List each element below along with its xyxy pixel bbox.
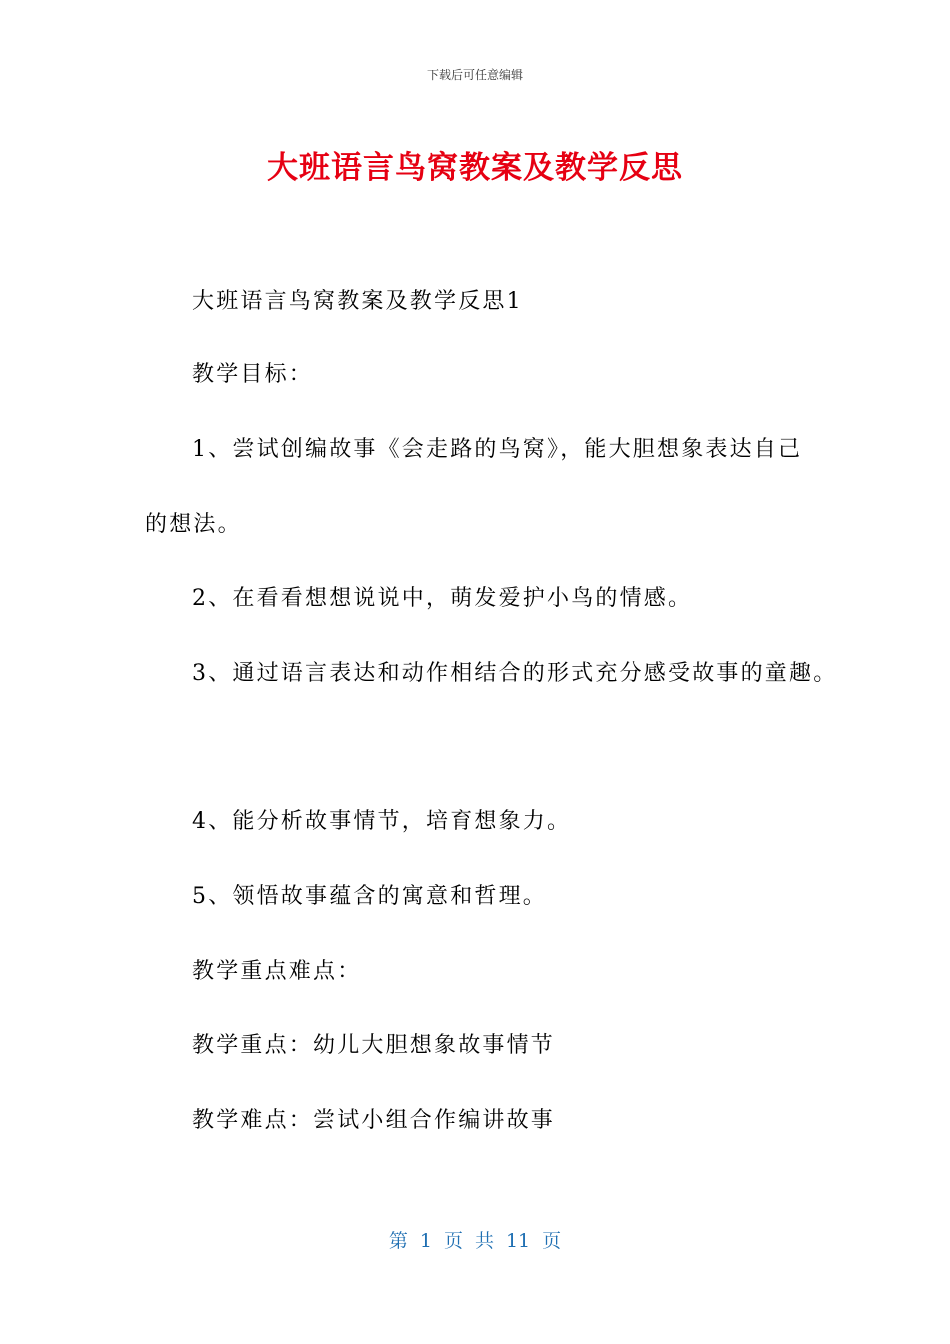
paragraph-goal-5: 5、领悟故事蕴含的寓意和哲理。 xyxy=(192,884,547,909)
paragraph-goal-4: 4、能分析故事情节，培育想象力。 xyxy=(192,809,572,834)
paragraph-key-difficulties: 教学重点难点： xyxy=(192,959,362,984)
paragraph-difficulty: 教学难点：尝试小组合作编讲故事 xyxy=(192,1108,556,1133)
footer-total-pages: 11 xyxy=(505,1230,531,1252)
page-footer xyxy=(0,1226,950,1253)
paragraph-goal-2: 2、在看看想想说说中，萌发爱护小鸟的情感。 xyxy=(192,586,693,611)
paragraph-goal-1: 1、尝试创编故事《会走路的鸟窝》，能大胆想象表达自己 xyxy=(192,437,803,462)
paragraph-teaching-goals: 教学目标： xyxy=(192,362,314,387)
document-title: 大班语言鸟窝教案及教学反思 xyxy=(267,150,683,186)
footer-page-number: 1 xyxy=(419,1230,432,1252)
section-heading: 大班语言鸟窝教案及教学反思1 xyxy=(192,289,523,314)
paragraph-key-point: 教学重点：幼儿大胆想象故事情节 xyxy=(192,1033,556,1058)
paragraph-goal-3: 3、通过语言表达和动作相结合的形式充分感受故事的童趣。 xyxy=(192,661,838,686)
footer-gong: 共 xyxy=(474,1230,494,1252)
footer-ye-end: 页 xyxy=(542,1230,562,1252)
footer-di: 第 xyxy=(388,1230,408,1252)
header-note: 下载后可任意编辑 xyxy=(426,68,523,82)
paragraph-goal-1-continued: 的想法。 xyxy=(145,512,242,537)
footer-ye: 页 xyxy=(443,1230,463,1252)
